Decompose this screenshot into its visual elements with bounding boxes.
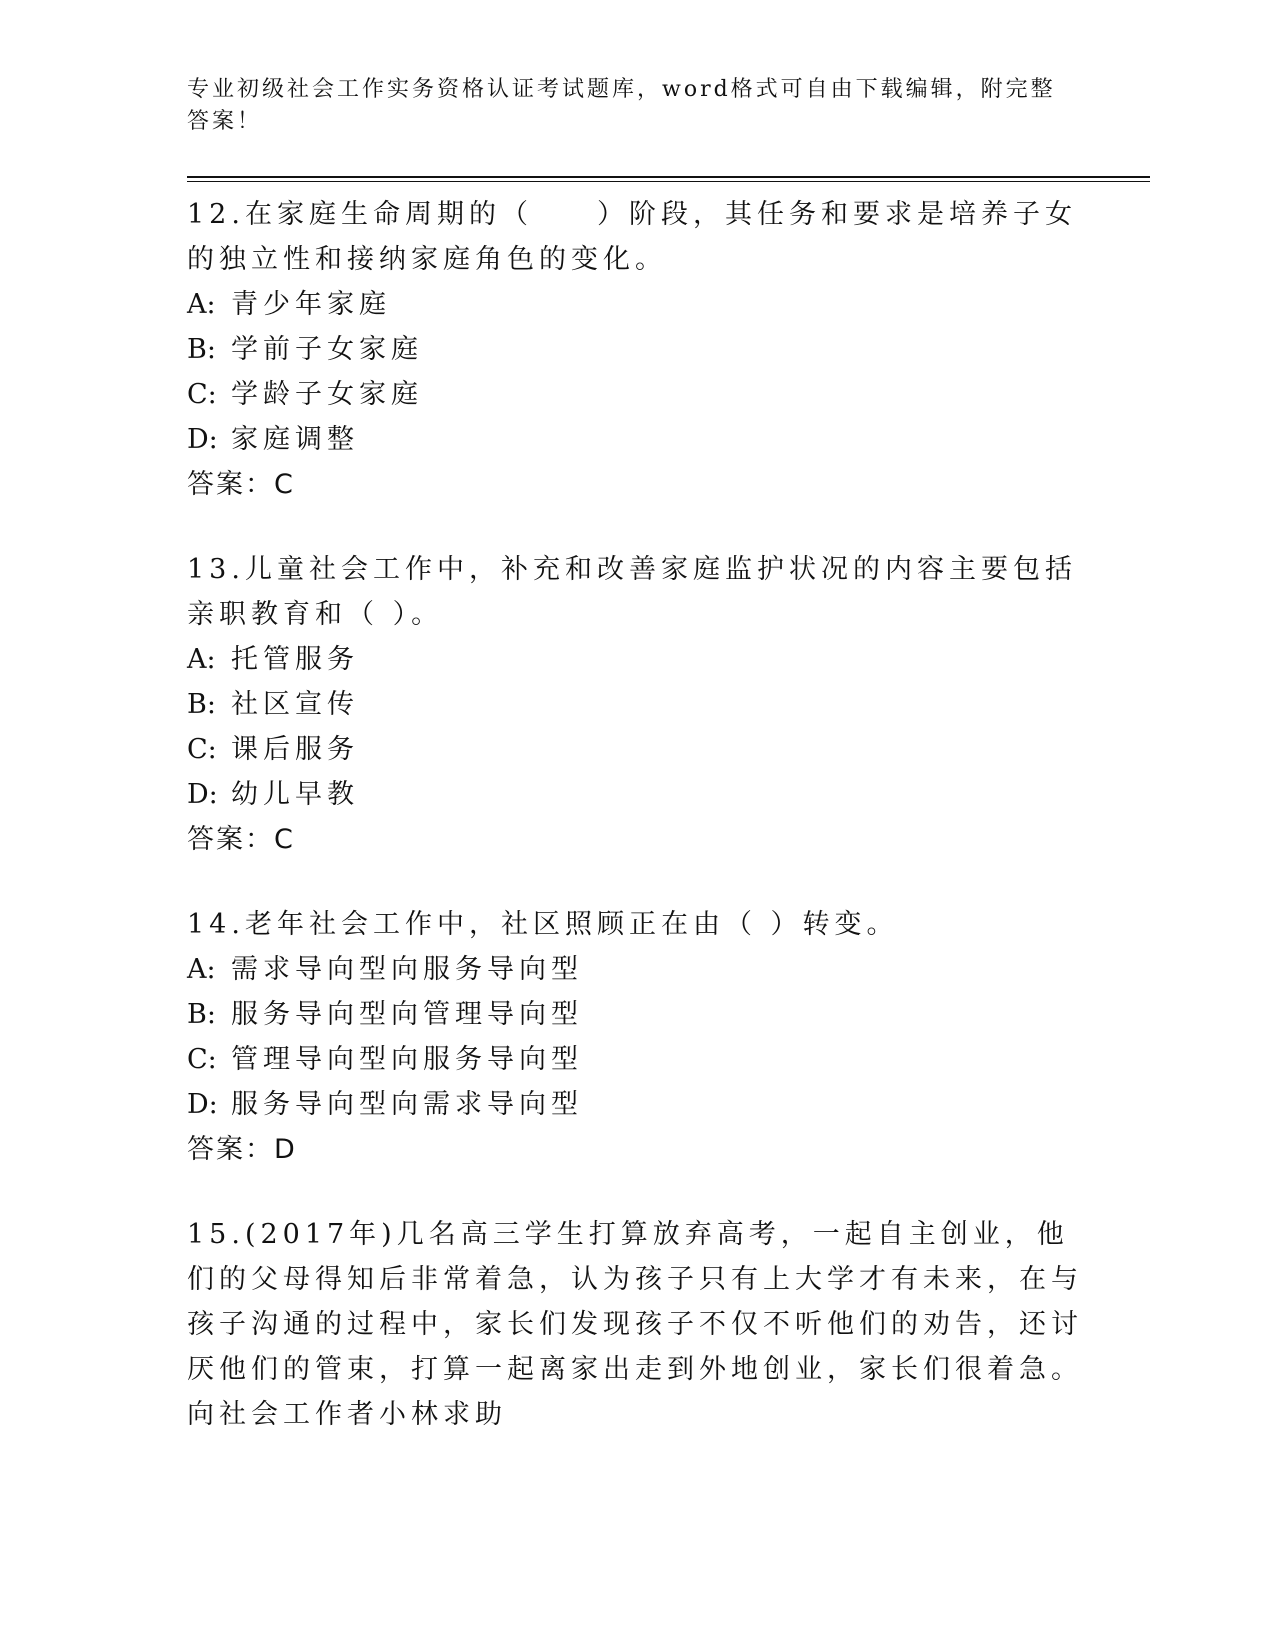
option-b <box>187 682 1087 727</box>
option-letter: D: <box>187 424 218 455</box>
option-b <box>187 992 1087 1037</box>
option-d <box>187 772 1087 817</box>
question-12 <box>187 192 1087 507</box>
option-text: 学前子女家庭 <box>231 334 423 365</box>
page-header-text: 专业初级社会工作实务资格认证考试题库，word格式可自由下载编辑，附完整答案！ <box>187 77 1056 134</box>
question-15 <box>187 1212 1087 1437</box>
option-text: 需求导向型向服务导向型 <box>231 954 583 985</box>
answer-line: 答案：C <box>187 469 295 500</box>
header-divider-thick <box>187 176 1150 178</box>
option-text: 托管服务 <box>231 644 359 675</box>
option-a <box>187 282 1087 327</box>
option-text: 青少年家庭 <box>231 289 391 320</box>
option-letter: A: <box>187 289 216 320</box>
option-letter: C: <box>187 379 217 410</box>
option-letter: D: <box>187 779 218 810</box>
question-stem: 13.儿童社会工作中，补充和改善家庭监护状况的内容主要包括亲职教育和（ ）。 <box>187 554 1077 630</box>
option-text: 服务导向型向需求导向型 <box>231 1089 583 1120</box>
option-letter: C: <box>187 1044 217 1075</box>
option-letter: B: <box>187 689 216 720</box>
option-text: 管理导向型向服务导向型 <box>231 1044 583 1075</box>
option-text: 幼儿早教 <box>231 779 359 810</box>
answer-line: 答案：C <box>187 824 295 855</box>
option-c <box>187 372 1087 417</box>
option-text: 学龄子女家庭 <box>231 379 423 410</box>
question-stem: 14.老年社会工作中，社区照顾正在由（ ）转变。 <box>187 909 899 940</box>
option-letter: A: <box>187 644 216 675</box>
question-list <box>187 192 1087 1477</box>
option-text: 课后服务 <box>231 734 359 765</box>
option-text: 家庭调整 <box>231 424 359 455</box>
option-b <box>187 327 1087 372</box>
option-c <box>187 1037 1087 1082</box>
header-divider-thin <box>187 181 1150 182</box>
question-stem: 12.在家庭生命周期的（ ）阶段，其任务和要求是培养子女的独立性和接纳家庭角色的变化。 <box>187 199 1077 275</box>
option-letter: C: <box>187 734 217 765</box>
option-d <box>187 417 1087 462</box>
question-13 <box>187 547 1087 862</box>
question-14 <box>187 902 1087 1172</box>
option-d <box>187 1082 1087 1127</box>
option-a <box>187 637 1087 682</box>
question-stem: 15.(2017年)几名高三学生打算放弃高考，一起自主创业，他们的父母得知后非常着急，认为孩子只有上大学才有未来，在与孩子沟通的过程中，家长们发现孩子不仅不听他们的劝告，还讨厌他们的管束，打算一起离家出走到外地创业，家长们很着急。向社会工作者小林求助 <box>187 1219 1083 1430</box>
option-letter: A: <box>187 954 216 985</box>
option-letter: B: <box>187 334 216 365</box>
option-c <box>187 727 1087 772</box>
answer-line: 答案：D <box>187 1134 297 1165</box>
option-text: 服务导向型向管理导向型 <box>231 999 583 1030</box>
option-letter: D: <box>187 1089 218 1120</box>
option-text: 社区宣传 <box>231 689 359 720</box>
option-a <box>187 947 1087 992</box>
option-letter: B: <box>187 999 216 1030</box>
